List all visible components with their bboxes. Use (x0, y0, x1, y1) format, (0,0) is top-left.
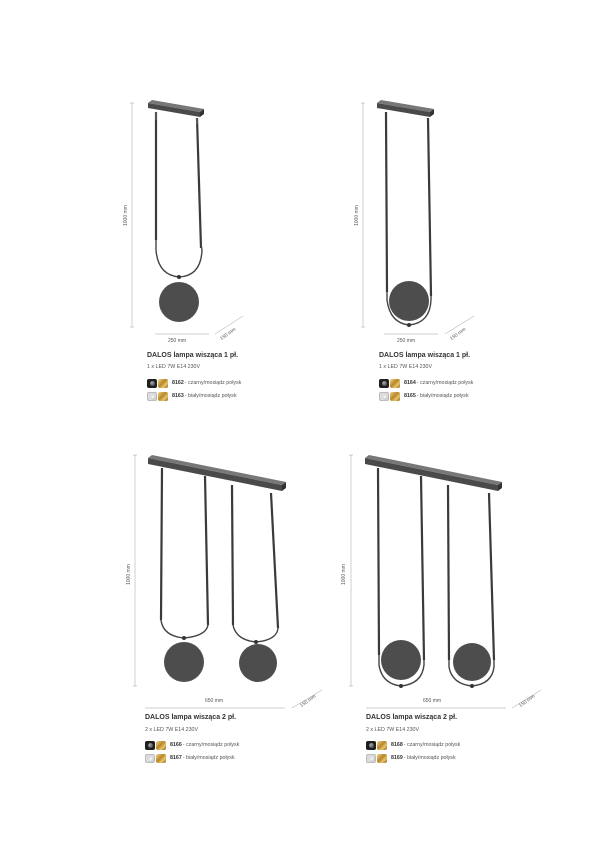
product-title: DALOS lampa wisząca 1 pł. (379, 352, 471, 359)
depth-label: 150 mm (299, 693, 318, 709)
product-title: DALOS lampa wisząca 1 pł. (147, 352, 239, 359)
variant-code: 8169 (391, 755, 403, 761)
ceiling-bar (365, 455, 502, 491)
width-label: 650 mm (423, 698, 442, 704)
brass-swatch (377, 754, 387, 763)
globe-shade (453, 643, 491, 681)
variant-code: 8165 (404, 393, 416, 399)
variant-code: 8163 (172, 393, 184, 399)
product-spec: 1 x LED 7W E14 230V (379, 364, 432, 370)
variant-desc: - biały/mosiądz połysk (403, 755, 456, 761)
variant-desc: - biały/mosiądz połysk (416, 393, 469, 399)
height-label: 1000 mm (354, 205, 360, 226)
product-spec: 1 x LED 7W E14 230V (147, 364, 200, 370)
depth-label: 150 mm (219, 326, 238, 342)
width-label: 250 mm (397, 338, 416, 344)
depth-label: 150 mm (518, 693, 537, 709)
depth-label: 150 mm (449, 326, 468, 342)
product-spec: 2 x LED 7W E14 230V (366, 727, 419, 733)
variant-code: 8164 (404, 380, 416, 386)
black-swatch (366, 741, 376, 750)
variant-code: 8167 (170, 755, 182, 761)
variant-desc: - czarny/mosiądz połysk (184, 380, 242, 386)
variant-desc: - czarny/mosiądz połysk (416, 380, 474, 386)
variant-row (366, 753, 456, 763)
variant-desc: - biały/mosiądz połysk (184, 393, 237, 399)
height-label: 1000 mm (123, 205, 129, 226)
product-title: DALOS lampa wisząca 2 pł. (145, 714, 237, 721)
variant-code: 8162 (172, 380, 184, 386)
height-label: 1000 mm (341, 564, 347, 585)
white-swatch (366, 754, 376, 763)
height-label: 1000 mm (126, 564, 132, 585)
variant-row (366, 740, 460, 750)
product-title: DALOS lampa wisząca 2 pł. (366, 714, 458, 721)
product-spec: 2 x LED 7W E14 230V (145, 727, 198, 733)
variant-desc: - czarny/mosiądz połysk (403, 742, 461, 748)
width-label: 250 mm (168, 338, 187, 344)
variant-desc: - czarny/mosiądz połysk (182, 742, 240, 748)
brass-swatch (377, 741, 387, 750)
variant-desc: - biały/mosiądz połysk (182, 755, 235, 761)
variant-code: 8166 (170, 742, 182, 748)
variant-code: 8168 (391, 742, 403, 748)
globe-shade (381, 640, 421, 680)
width-label: 650 mm (205, 698, 224, 704)
